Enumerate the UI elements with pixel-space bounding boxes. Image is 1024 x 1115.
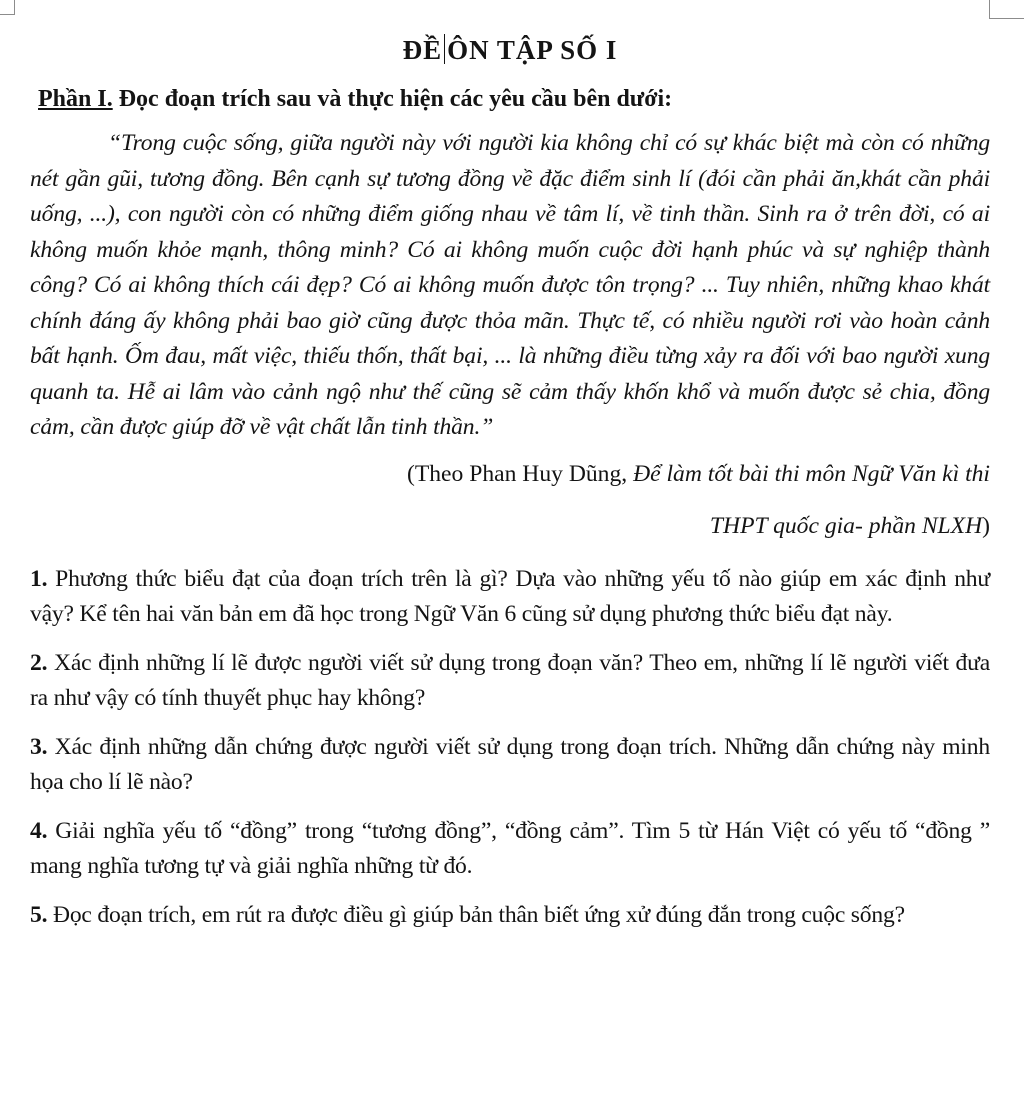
question-3 xyxy=(30,730,990,800)
title-part-b: ÔN TẬP SỐ I xyxy=(447,35,618,65)
question-4 xyxy=(30,814,990,884)
source-suffix: ) xyxy=(982,512,990,539)
question-number: 1. xyxy=(30,565,48,592)
question-2 xyxy=(30,646,990,716)
question-text: Giải nghĩa yếu tố “đồng” trong “tương đồng”, “đồng cảm”. Tìm 5 từ Hán Việt có yếu tố “đồng ” mang nghĩa tương tự và giải nghĩa những từ đó. xyxy=(30,817,990,879)
question-number: 5. xyxy=(30,901,48,928)
section-label: Phần I. xyxy=(38,86,113,112)
question-number: 4. xyxy=(30,817,48,844)
document-title xyxy=(30,30,990,70)
document-page xyxy=(30,0,990,933)
question-text: Phương thức biểu đạt của đoạn trích trên là gì? Dựa vào những yếu tố nào giúp em xác định như vậy? Kể tên hai văn bản em đã học trong Ngữ Văn 6 cũng sử dụng phương thức biểu đạt này. xyxy=(30,565,990,627)
question-text: Đọc đoạn trích, em rút ra được điều gì giúp bản thân biết ứng xử đúng đắn trong cuộc sống? xyxy=(47,901,905,928)
question-number: 3. xyxy=(30,733,48,760)
source-book-title-line1: Để làm tốt bài thi môn Ngữ Văn kì thi xyxy=(633,460,990,487)
question-text: Xác định những dẫn chứng được người viết sử dụng trong đoạn trích. Những dẫn chứng này minh họa cho lí lẽ nào? xyxy=(30,733,990,795)
section-text: Đọc đoạn trích sau và thực hiện các yêu cầu bên dưới: xyxy=(112,86,673,112)
question-number: 2. xyxy=(30,649,48,676)
excerpt-source xyxy=(30,456,990,544)
excerpt-passage: “Trong cuộc sống, giữa người này với người kia không chỉ có sự khác biệt mà còn có những nét gần gũi, tương đồng. Bên cạnh sự tương đồng về đặc điểm sinh lí (đói cần phải ăn,khát cần phải uống, ...), con người còn có những điểm giống nhau về tâm lí, về tinh thần. Sinh ra ở trên đời, có ai không muốn khỏe mạnh, thông minh? Có ai không muốn cuộc đời hạnh phúc và sự nghiệp thành công? Có ai không thích cái đẹp? Có ai không muốn được tôn trọng? ... Tuy nhiên, những khao khát chính đáng ấy không phải bao giờ cũng được thỏa mãn. Thực tế, có nhiều người rơi vào hoàn cảnh bất hạnh. Ốm đau, mất việc, thiếu thốn, thất bại, ... là những điều từng xảy ra đối với bao người xung quanh ta. Hễ ai lâm vào cảnh ngộ như thế cũng sẽ cảm thấy khốn khổ và muốn được sẻ chia, đồng cảm, cần được giúp đỡ về vật chất lẫn tinh thần.” xyxy=(30,130,990,440)
question-5 xyxy=(30,898,990,933)
page-corner-mark-right xyxy=(989,0,1024,19)
page-corner-mark-left xyxy=(0,0,15,15)
question-text: Xác định những lí lẽ được người viết sử dụng trong đoạn văn? Theo em, những lí lẽ người viết đưa ra như vậy có tính thuyết phục hay không? xyxy=(30,649,990,711)
section-heading xyxy=(38,82,990,116)
title-part-a: ĐỀ xyxy=(402,35,443,65)
source-book-title-line2: THPT quốc gia- phần NLXH xyxy=(709,512,983,539)
question-1 xyxy=(30,562,990,632)
source-prefix: (Theo Phan Huy Dũng, xyxy=(406,460,634,487)
text-cursor xyxy=(444,34,445,64)
